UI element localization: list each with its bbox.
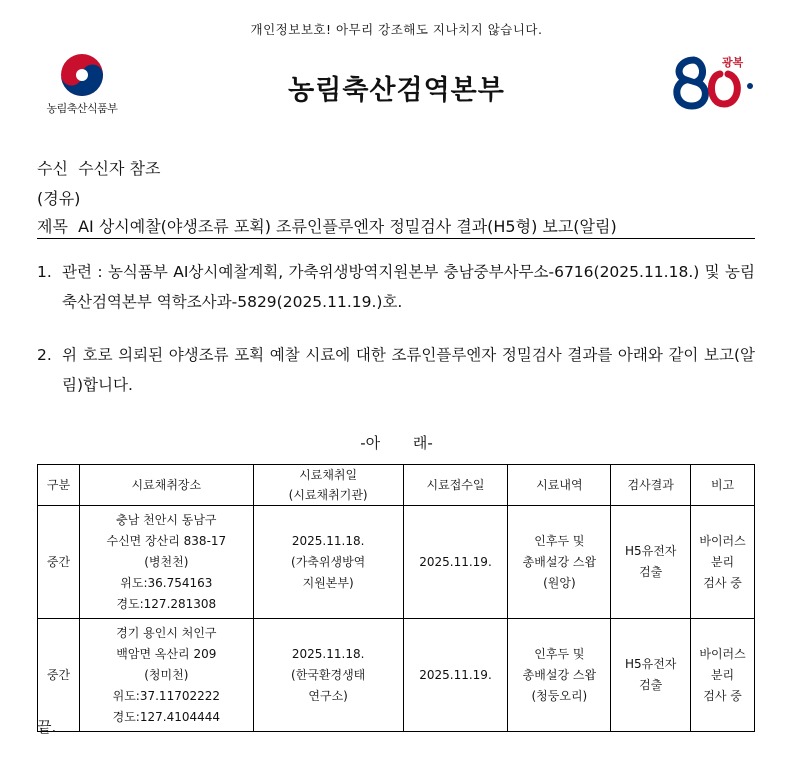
collection-org: (가축위생방역	[291, 554, 366, 569]
cell-received-date: 2025.11.19.	[403, 619, 508, 732]
paragraph-2	[37, 340, 755, 400]
agency-title: 농림축산검역본부	[288, 75, 505, 106]
liberation-80-logo	[664, 52, 760, 112]
location-line: 충남 천안시 동남구	[116, 512, 217, 527]
collection-org: (한국환경생태	[291, 667, 366, 682]
note-line: 검사 중	[703, 688, 742, 703]
cell-received-date: 2025.11.19.	[403, 506, 508, 619]
collection-org: 연구소)	[308, 688, 348, 703]
header-details: 시료내역	[508, 465, 611, 506]
result-line: H5유전자	[624, 544, 677, 558]
header-date-line1: 시료채취일	[299, 468, 358, 482]
cell-note	[691, 506, 755, 619]
table-row	[38, 506, 755, 619]
below-heading: -아 래-	[360, 434, 433, 452]
liberation-label: 광복	[722, 56, 744, 69]
cell-collection-date	[253, 506, 403, 619]
location-line: 백암면 옥산리 209	[116, 646, 217, 661]
table-header-row	[38, 465, 755, 506]
cell-details	[508, 619, 611, 732]
cell-result	[611, 619, 691, 732]
end-mark: 끝.	[37, 718, 57, 736]
cell-details	[508, 506, 611, 619]
paragraph-number: 2.	[37, 346, 52, 364]
recipient-label: 수신	[37, 159, 68, 178]
via-line	[37, 186, 80, 209]
eighty-emblem-icon	[664, 52, 760, 112]
recipient-line	[37, 156, 160, 179]
table-row	[38, 619, 755, 732]
collection-org: 지원본부)	[302, 575, 354, 590]
header-result: 검사결과	[611, 465, 691, 506]
collection-date: 2025.11.18.	[291, 533, 365, 548]
header-note: 비고	[691, 465, 755, 506]
header-date-line2: (시료채취기관)	[288, 488, 368, 502]
latitude: 위도:37.11702222	[112, 688, 221, 703]
subject-label: 제목	[37, 217, 68, 236]
note-line: 검사 중	[703, 575, 742, 590]
header-divider	[37, 238, 755, 239]
cell-category: 중간	[38, 619, 80, 732]
recipient-value: 수신자 참조	[78, 159, 161, 178]
via-label: (경유)	[37, 189, 81, 208]
details-line: 총배설강 스왑	[522, 554, 597, 569]
header-category: 구분	[38, 465, 80, 506]
latitude: 위도:36.754163	[120, 575, 213, 590]
header-collection-date	[253, 465, 403, 506]
collection-date: 2025.11.18.	[291, 646, 365, 661]
header-received-date: 시료접수일	[403, 465, 508, 506]
results-table	[37, 464, 755, 732]
note-line: 분리	[710, 554, 735, 569]
location-line: (병천천)	[144, 554, 189, 569]
header-location: 시료채취장소	[79, 465, 253, 506]
privacy-notice: 개인정보보호! 아무리 강조해도 지나치지 않습니다.	[250, 22, 543, 37]
details-line: 인후두 및	[534, 646, 585, 661]
longitude: 경도:127.4104444	[112, 709, 221, 724]
result-line: 검출	[639, 678, 663, 692]
subject-line	[37, 214, 617, 237]
paragraph-text: 위 호로 의뢰된 야생조류 포획 예찰 시료에 대한 조류인플루엔자 정밀검사 결과를 아래와 같이 보고(알림)합니다.	[62, 346, 755, 394]
cell-category: 중간	[38, 506, 80, 619]
location-line: (청미천)	[144, 667, 189, 682]
paragraph-text: 관련 : 농식품부 AI상시예찰계획, 가축위생방역지원본부 충남중부사무소-6716(2025.11.18.) 및 농림축산검역본부 역학조사과-5829(2025.11.19.)호.	[62, 263, 755, 311]
ministry-name: 농림축산식품부	[46, 102, 118, 115]
details-line: 총배설강 스왑	[522, 667, 597, 682]
note-line: 바이러스	[699, 646, 746, 661]
subject-value: AI 상시예찰(야생조류 포획) 조류인플루엔자 정밀검사 결과(H5형) 보고(알림)	[78, 217, 617, 236]
location-line: 경기 용인시 처인구	[116, 625, 217, 640]
longitude: 경도:127.281308	[116, 596, 217, 611]
details-line: 인후두 및	[534, 533, 585, 548]
result-line: H5유전자	[624, 657, 677, 671]
cell-location	[79, 506, 253, 619]
note-line: 바이러스	[699, 533, 746, 548]
details-line: (청둥오리)	[531, 688, 588, 703]
cell-note	[691, 619, 755, 732]
details-line: (원앙)	[543, 575, 576, 590]
cell-location	[79, 619, 253, 732]
paragraph-number: 1.	[37, 263, 52, 281]
cell-result	[611, 506, 691, 619]
cell-collection-date	[253, 619, 403, 732]
paragraph-1	[37, 257, 755, 317]
location-line: 수신면 장산리 838-17	[106, 533, 227, 548]
result-line: 검출	[639, 565, 663, 579]
note-line: 분리	[710, 667, 735, 682]
